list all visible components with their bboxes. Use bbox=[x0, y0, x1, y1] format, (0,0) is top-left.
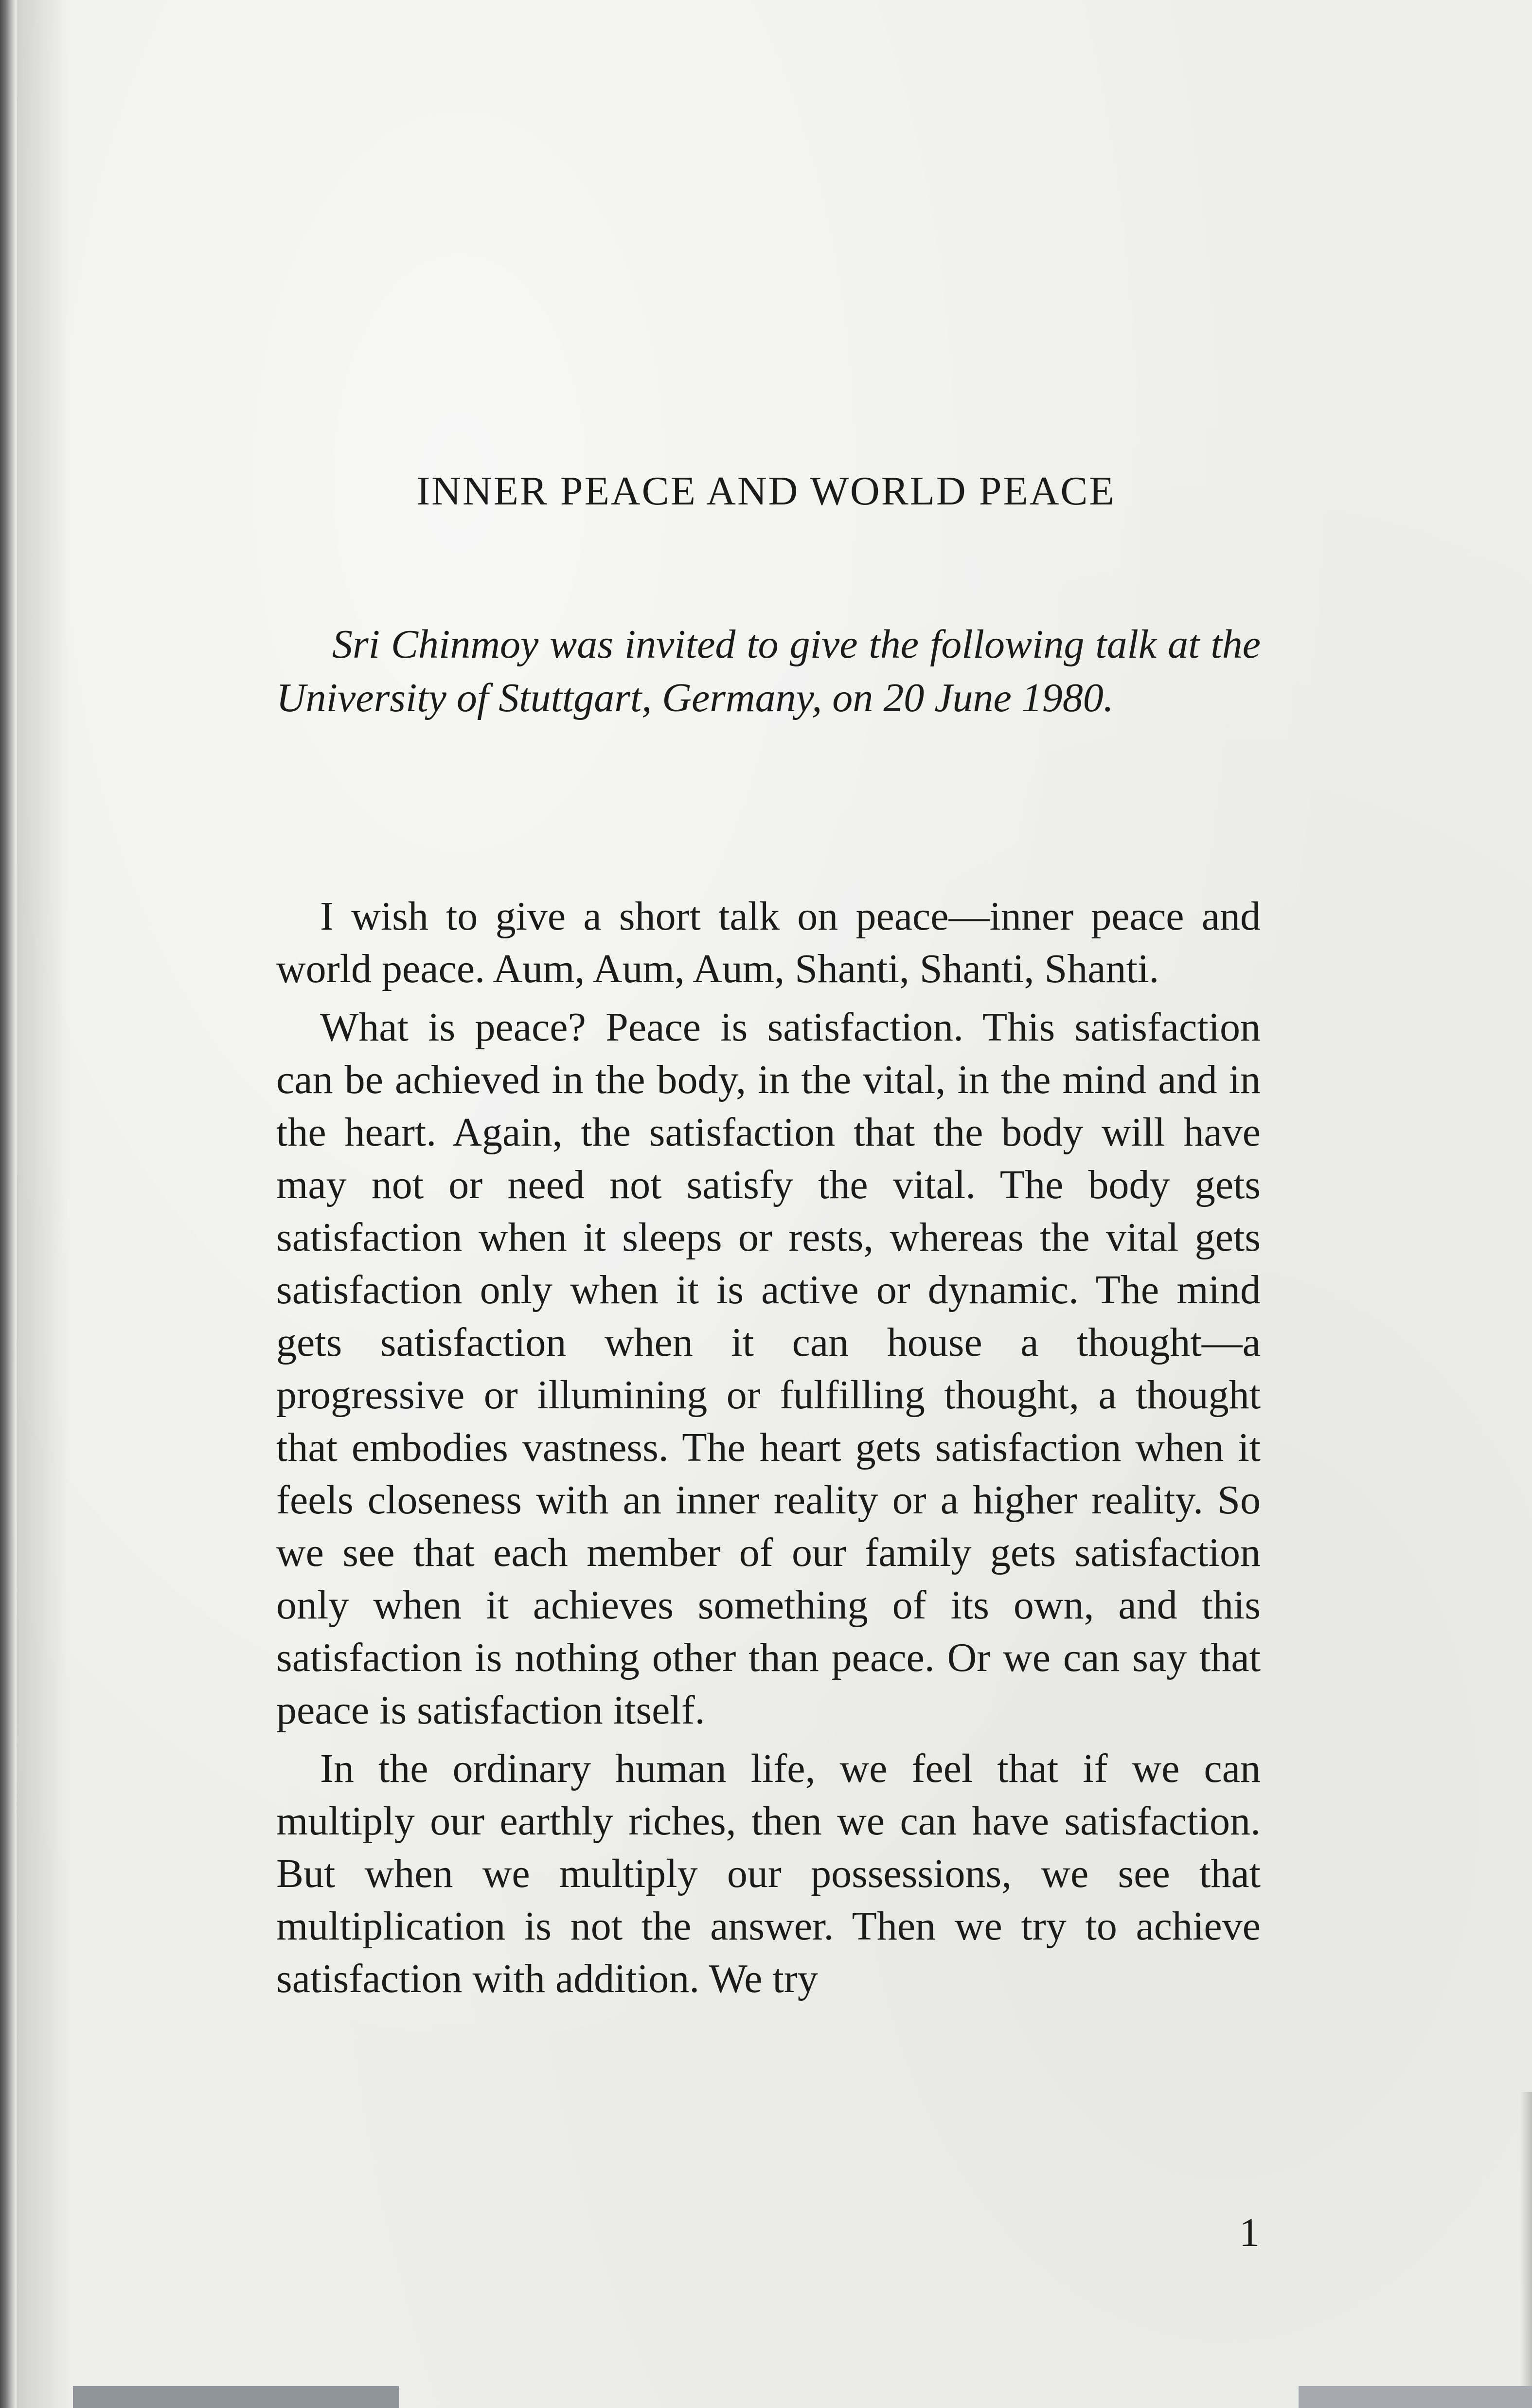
intro-note: Sri Chinmoy was invited to give the following talk at the University of Stuttgart, Germany, on 20 June 1980. bbox=[276, 622, 1261, 720]
scan-shadow-left-soft bbox=[17, 0, 70, 2408]
page-number: 1 bbox=[1239, 2210, 1260, 2255]
scan-shadow-left bbox=[0, 0, 17, 2408]
page-title: INNER PEACE AND WORLD PEACE bbox=[416, 468, 1116, 514]
paragraph-1: I wish to give a short talk on peace—inner peace and world peace. Aum, Aum, Aum, Shanti, Shanti, Shanti. bbox=[276, 894, 1261, 991]
scan-bar-bottom-left bbox=[73, 2386, 399, 2408]
scan-bar-bottom-right bbox=[1299, 2386, 1532, 2408]
paragraph-3: In the ordinary human life, we feel that if we can multiply our earthly riches, then we can have satisfaction. But when we multiply our possessions, we see that multiplication is not the answer. Then we try to achieve satisfaction with addition. We try bbox=[276, 1746, 1261, 2001]
paragraph-2: What is peace? Peace is satisfaction. This satisfaction can be achieved in the body, in the vital, in the mind and in the heart. Again, the satisfaction that the body will have may not or need not satisfy the vital. The body gets satisfaction when it sleeps or rests, whereas the vital gets satisfaction only when it is active or dynamic. The mind gets satisfaction when it can house a thought—a progressive or illumining or fulfilling thought, a thought that embodies vastness. The heart gets satisfaction when it feels closeness with an inner reality or a higher reality. So we see that each member of our family gets satisfaction only when it achieves something of its own, and this satisfaction is nothing other than peace. Or we can say that peace is satisfaction itself. bbox=[276, 1005, 1261, 1733]
scan-shadow-right bbox=[1520, 2092, 1532, 2408]
body-text bbox=[276, 890, 1261, 2005]
